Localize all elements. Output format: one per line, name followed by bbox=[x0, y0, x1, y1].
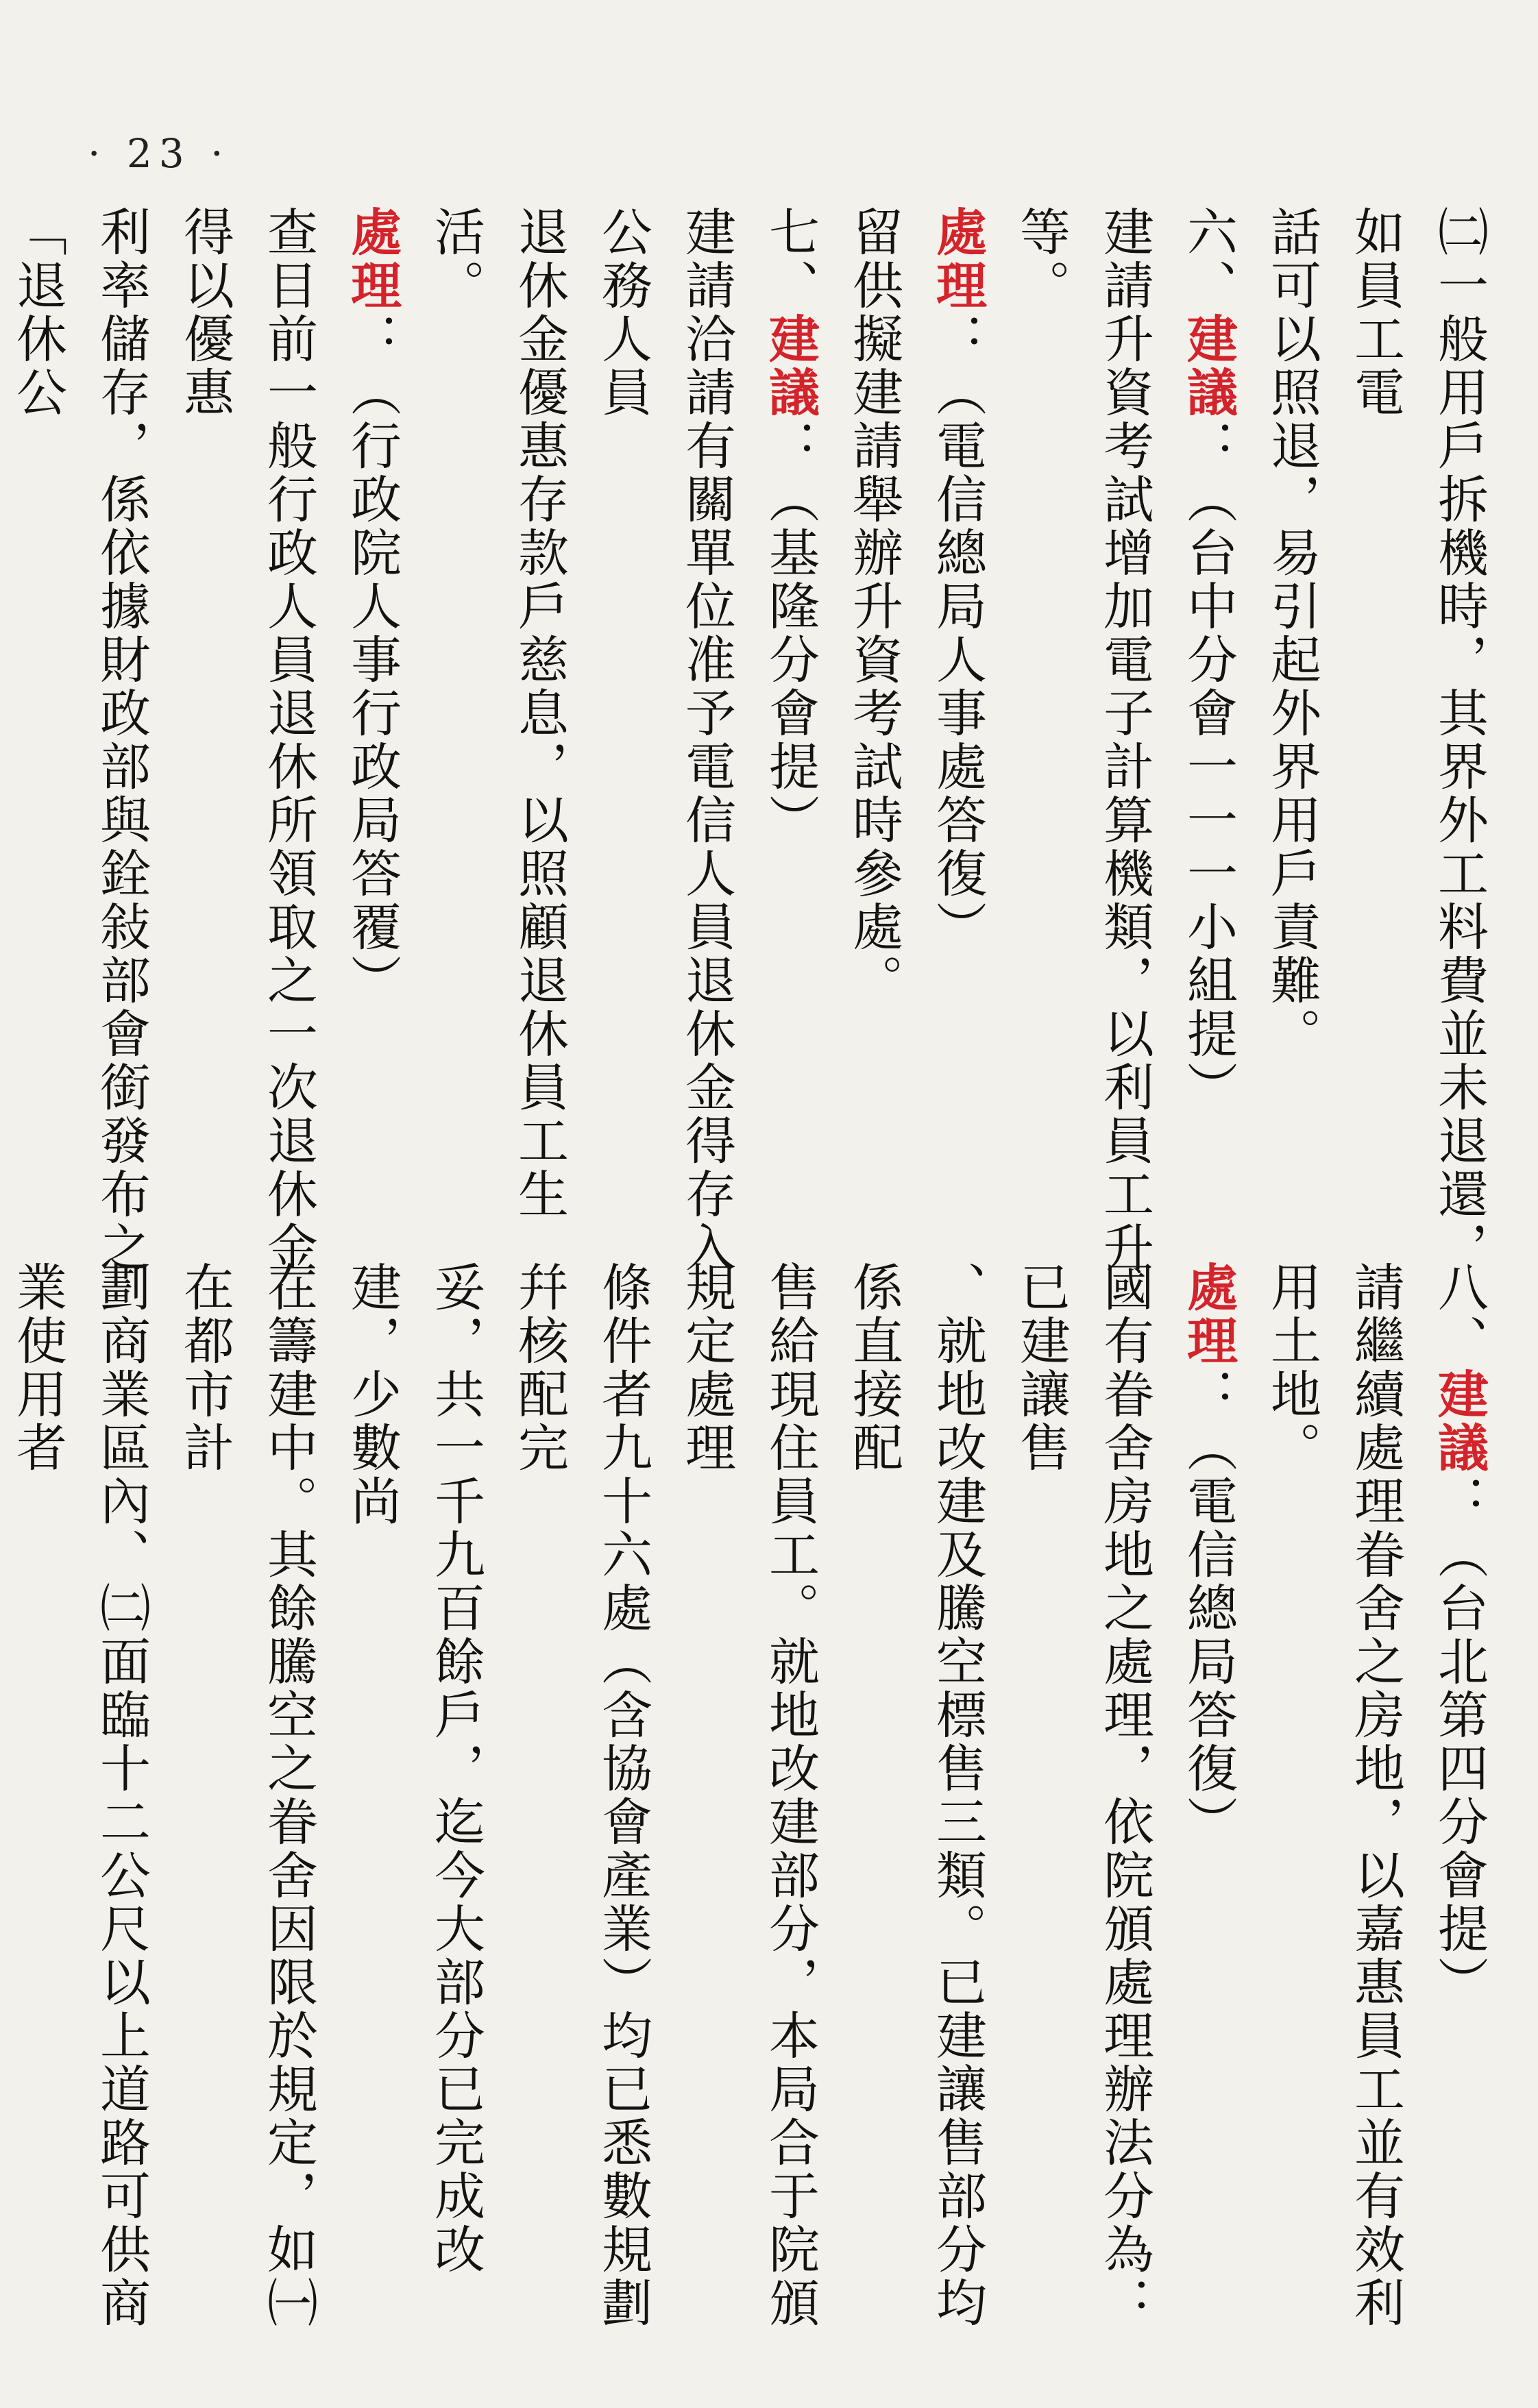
text-run: 利率儲存，係依據財政部與銓敍部會銜發布之「退休公 bbox=[8, 206, 151, 1275]
text-run: 售給現住員工。就地改建部分，本局合于院頒規定處理 bbox=[677, 1261, 820, 2330]
text-column bbox=[1167, 206, 1250, 1275]
text-column bbox=[163, 1261, 330, 2357]
text-column bbox=[832, 206, 916, 1275]
text-column bbox=[498, 1261, 665, 2357]
text-run: 條件者九十六處（含協會產業）均已悉數規劃幷核配完 bbox=[510, 1261, 652, 2330]
section-heading-label: 處理 bbox=[343, 206, 402, 312]
lower-text-block bbox=[8, 1261, 1501, 2357]
section-heading-label: 處理 bbox=[928, 206, 987, 312]
text-run: ：（電信總局人事處答復） bbox=[928, 312, 987, 954]
text-run: 留供擬建請舉辦升資考試時參處。 bbox=[844, 206, 903, 1007]
text-column bbox=[330, 1261, 498, 2357]
text-column bbox=[1334, 206, 1501, 1275]
text-run: ：（電信總局答復） bbox=[1179, 1368, 1238, 1849]
text-column bbox=[916, 206, 999, 1275]
text-run: 退休金優惠存款戶慈息，以照顧退休員工生活。 bbox=[426, 206, 569, 1221]
section-heading-label: 建議 bbox=[1430, 1368, 1489, 1475]
text-column bbox=[1250, 206, 1334, 1275]
text-run: 七、 bbox=[761, 206, 820, 312]
text-column bbox=[0, 1261, 163, 2357]
text-run: ㈡一般用戶拆機時，其界外工料費並未退還，如員工電 bbox=[1346, 206, 1489, 1275]
text-column bbox=[999, 206, 1167, 1275]
text-run: 、就地改建及騰空標售三類。已建讓售部分均係直接配 bbox=[844, 1261, 987, 2330]
text-run: ：（行政院人事行政局答覆） bbox=[343, 312, 402, 1007]
text-column bbox=[1167, 1261, 1250, 2357]
text-run: 劃商業區內、㈡面臨十二公尺以上道路可供商業使用者 bbox=[8, 1261, 151, 2330]
text-column bbox=[1417, 1261, 1501, 2357]
text-run: 請繼續處理眷舍之房地，以嘉惠員工並有效利用土地。 bbox=[1262, 1261, 1405, 2330]
text-column bbox=[999, 1261, 1167, 2357]
text-run: ：（台中分會一一一小組提） bbox=[1179, 419, 1238, 1114]
upper-text-block bbox=[8, 206, 1501, 1275]
text-column bbox=[581, 206, 748, 1275]
page-number: · 23 · bbox=[88, 130, 230, 177]
text-column bbox=[1250, 1261, 1417, 2357]
text-run: 查目前一般行政人員退休所領取之一次退休金得以優惠 bbox=[175, 206, 318, 1275]
section-heading-label: 建議 bbox=[1179, 312, 1238, 419]
text-column bbox=[665, 1261, 832, 2357]
text-run: 六、 bbox=[1179, 206, 1238, 312]
text-run: 在籌建中。其餘騰空之眷舍因限於規定，如㈠在都市計 bbox=[175, 1261, 318, 2330]
text-column bbox=[0, 206, 163, 1275]
section-heading-label: 建議 bbox=[761, 312, 820, 419]
text-column bbox=[163, 206, 330, 1275]
text-run: ：（台北第四分會提） bbox=[1430, 1475, 1489, 2009]
text-run: 國有眷舍房地之處理，依院頒處理辦法分為：已建讓售 bbox=[1012, 1261, 1154, 2330]
section-heading-label: 處理 bbox=[1179, 1261, 1238, 1368]
text-run: 八、 bbox=[1430, 1261, 1489, 1368]
text-run: 建請洽請有關單位准予電信人員退休金得存入公務人員 bbox=[594, 206, 736, 1275]
text-column bbox=[414, 206, 581, 1275]
text-run: 話可以照退，易引起外界用戶責難。 bbox=[1262, 206, 1321, 1061]
text-column bbox=[832, 1261, 999, 2357]
text-column bbox=[330, 206, 414, 1275]
text-run: 妥，共一千九百餘戶，迄今大部分已完成改建，少數尚 bbox=[343, 1261, 485, 2276]
text-column bbox=[748, 206, 832, 1275]
text-run: ：（基隆分會提） bbox=[761, 419, 820, 847]
text-run: 建請升資考試增加電子計算機類，以利員工升等。 bbox=[1012, 206, 1154, 1275]
